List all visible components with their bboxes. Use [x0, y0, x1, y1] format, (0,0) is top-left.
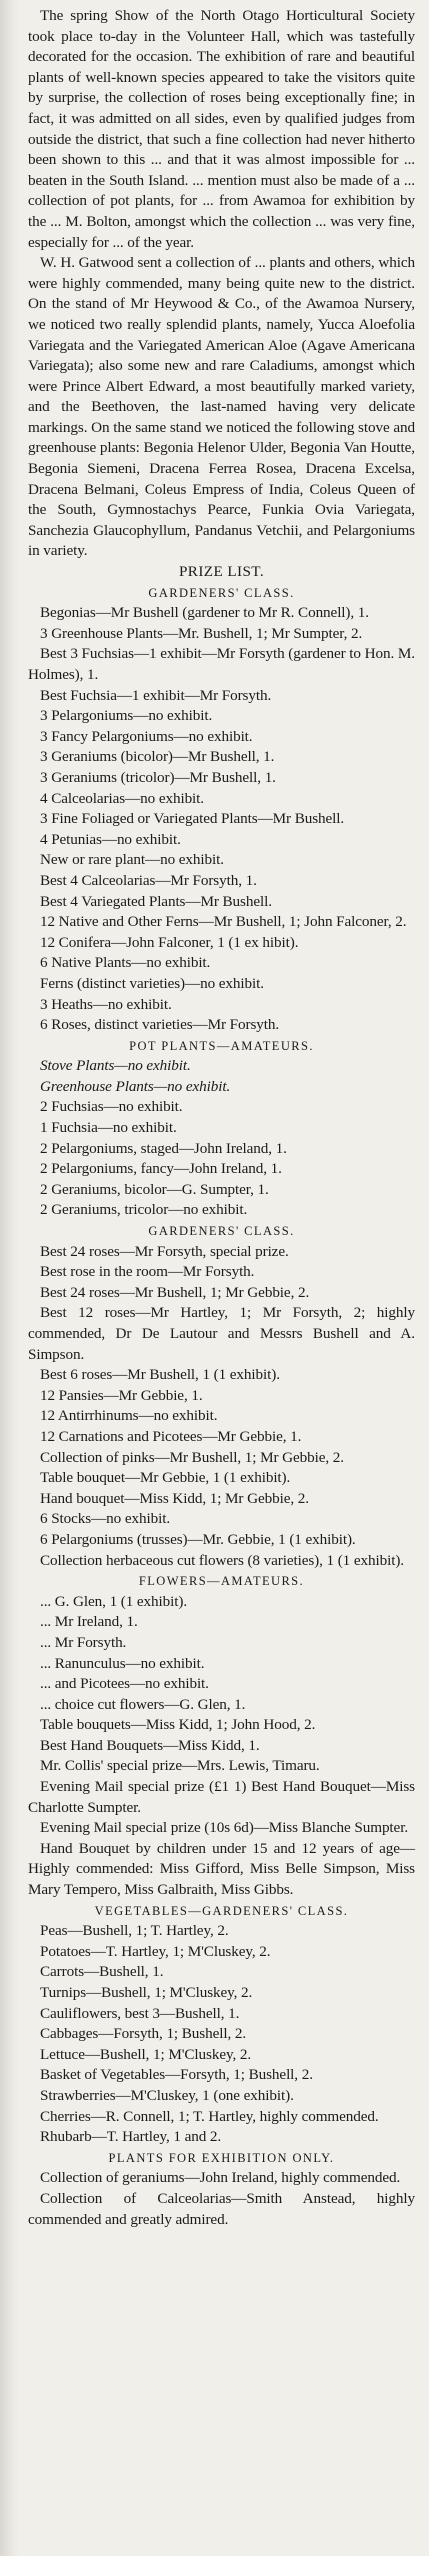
list-item: 2 Fuchsias—no exhibit.: [40, 1098, 183, 1116]
list-item: Cabbages—Forsyth, 1; Bushell, 2.: [40, 2025, 247, 2043]
vegetables-heading: VEGETABLES—GARDENERS' CLASS.: [94, 1903, 349, 1918]
list-item: New or rare plant—no exhibit.: [40, 851, 224, 869]
list-item: ... Mr Forsyth.: [40, 1633, 127, 1651]
list-item: 12 Pansies—Mr Gebbie, 1.: [40, 1386, 203, 1404]
list-item: 6 Pelargoniums (trusses)—Mr. Gebbie, 1 (1 exhibit).: [40, 1530, 356, 1548]
list-item: 12 Antirrhinums—no exhibit.: [40, 1407, 218, 1425]
list-item: Best Hand Bouquets—Miss Kidd, 1.: [40, 1736, 260, 1754]
list-item: Strawberries—M'Cluskey, 1 (one exhibit).: [40, 2086, 294, 2104]
list-item: 1 Fuchsia—no exhibit.: [40, 1119, 177, 1137]
list-item: 3 Pelargoniums—no exhibit.: [40, 707, 213, 725]
list-item: Best 4 Calceolarias—Mr Forsyth, 1.: [40, 871, 257, 889]
list-item: Cherries—R. Connell, 1; T. Hartley, highly commended.: [40, 2107, 379, 2125]
list-item: 6 Stocks—no exhibit.: [40, 1510, 171, 1528]
list-item: Best rose in the room—Mr Forsyth.: [40, 1263, 255, 1281]
list-item: 12 Conifera—John Falconer, 1 (1 ex hibit).: [40, 933, 299, 951]
list-item: ... choice cut flowers—G. Glen, 1.: [40, 1695, 246, 1713]
list-item: Begonias—Mr Bushell (gardener to Mr R. Connell), 1.: [40, 604, 369, 622]
list-item: Rhubarb—T. Hartley, 1 and 2.: [40, 2128, 222, 2146]
amateurs-entries: [28, 1056, 415, 1221]
list-item: Potatoes—T. Hartley, 1; M'Cluskey, 2.: [40, 1942, 271, 1960]
list-item: Evening Mail special prize (10s 6d)—Miss Blanche Sumpter.: [40, 1819, 409, 1837]
prize-list-heading: PRIZE LIST.: [178, 563, 265, 581]
list-item: Carrots—Bushell, 1.: [40, 1963, 164, 1981]
list-item: Evening Mail special prize (£1 1) Best Hand Bouquet—Miss Charlotte Sumpter.: [28, 1778, 415, 1816]
list-item: Hand Bouquet by children under 15 and 12 years of age—Highly commended: Miss Gifford, Miss Belle Simpson, Miss Mary Tempero, Miss Galbraith, Miss Gibbs.: [28, 1839, 415, 1899]
list-item: Best 3 Fuchsias—1 exhibit—Mr Forsyth (gardener to Hon. M. Holmes), 1.: [28, 645, 415, 683]
list-item: Cauliflowers, best 3—Bushell, 1.: [40, 2004, 240, 2022]
list-item: ... G. Glen, 1 (1 exhibit).: [40, 1592, 188, 1610]
gardeners-class-heading: GARDENERS' CLASS.: [148, 585, 295, 600]
list-item: ... and Picotees—no exhibit.: [40, 1675, 209, 1693]
list-item: Best Fuchsia—1 exhibit—Mr Forsyth.: [40, 686, 272, 704]
list-item: Lettuce—Bushell, 1; M'Cluskey, 2.: [40, 2045, 252, 2063]
list-item: Table bouquet—Mr Gebbie, 1 (1 exhibit).: [40, 1469, 291, 1487]
list-item: Ferns (distinct varieties)—no exhibit.: [40, 974, 264, 992]
list-item: Basket of Vegetables—Forsyth, 1; Bushell, 2.: [40, 2066, 313, 2084]
list-item: Best 6 roses—Mr Bushell, 1 (1 exhibit).: [40, 1366, 280, 1384]
gardeners-class-heading-2: GARDENERS' CLASS.: [148, 1224, 295, 1239]
list-item: Best 4 Variegated Plants—Mr Bushell.: [40, 892, 272, 910]
flowers-entries: [28, 1592, 415, 1901]
list-item: Mr. Collis' special prize—Mrs. Lewis, Timaru.: [40, 1757, 320, 1775]
gardeners-class-entries: [28, 1242, 415, 1572]
list-item: ... Ranunculus—no exhibit.: [40, 1654, 205, 1672]
list-item: Best 24 roses—Mr Bushell, 1; Mr Gebbie, 2.: [40, 1283, 310, 1301]
plants-for-exhibition-heading: PLANTS FOR EXHIBITION ONLY.: [108, 2150, 335, 2165]
list-item: Stove Plants—no exhibit.: [40, 1057, 191, 1075]
list-item: Best 24 roses—Mr Forsyth, special prize.: [40, 1242, 289, 1260]
list-item: 3 Geraniums (bicolor)—Mr Bushell, 1.: [40, 748, 275, 766]
list-item: Best 12 roses—Mr Hartley, 1; Mr Forsyth, 2; highly commended, Dr De Lautour and Messrs Bushell and A. Simpson.: [28, 1304, 415, 1363]
list-item: Collection herbaceous cut flowers (8 varieties), 1 (1 exhibit).: [40, 1551, 404, 1569]
list-item: Collection of pinks—Mr Bushell, 1; Mr Gebbie, 2.: [40, 1448, 344, 1466]
list-item: 2 Geraniums, bicolor—G. Sumpter, 1.: [40, 1180, 269, 1198]
list-item: 3 Fancy Pelargoniums—no exhibit.: [40, 727, 253, 745]
list-item: Collection of Calceolarias—Smith Anstead, highly commended and greatly admired.: [28, 2189, 415, 2228]
list-item: 2 Pelargoniums, fancy—John Ireland, 1.: [40, 1160, 282, 1178]
list-item: 6 Roses, distinct varieties—Mr Forsyth.: [40, 1016, 280, 1034]
list-item: 3 Geraniums (tricolor)—Mr Bushell, 1.: [40, 768, 276, 786]
intro-paragraph: The spring Show of the North Otago Horticultural Society took place to-day in the Volunteer Hall, which was tastefully decorated for the occasion. The exhibition of rare and beautiful plants of well-known species appeared to take the visitors quite by surprise, the collection of roses being exceptionally fine; in fact, it was admitted on all sides, even by qualified judges from outside the district, that such a fine collection had never hitherto been shown to this ... and that it was almost impossible for ... beaten in the South Island. ... mention must also be made of a ... collection of pot plants, for ... from Awamoa for exhibition by the ... M. Bolton, amongst which the collection ... was very fine, especially for ... of the year.: [28, 7, 415, 251]
list-item: 2 Pelargoniums, staged—John Ireland, 1.: [40, 1139, 287, 1157]
list-item: 3 Greenhouse Plants—Mr. Bushell, 1; Mr Sumpter, 2.: [40, 624, 363, 642]
vegetables-entries: [28, 1921, 415, 2148]
pot-plants-amateurs-heading: POT PLANTS—AMATEURS.: [129, 1038, 314, 1053]
list-item: 4 Calceolarias—no exhibit.: [40, 789, 204, 807]
list-item: Collection of geraniums—John Ireland, highly commended.: [40, 2169, 401, 2187]
list-item: 12 Carnations and Picotees—Mr Gebbie, 1.: [40, 1427, 302, 1445]
list-item: ... Mr Ireland, 1.: [40, 1613, 138, 1631]
list-item: 4 Petunias—no exhibit.: [40, 830, 181, 848]
list-item: 2 Geraniums, tricolor—no exhibit.: [40, 1201, 248, 1219]
list-item: 12 Native and Other Ferns—Mr Bushell, 1; John Falconer, 2.: [40, 913, 407, 931]
list-item: Hand bouquet—Miss Kidd, 1; Mr Gebbie, 2.: [40, 1489, 309, 1507]
list-item: Turnips—Bushell, 1; M'Cluskey, 2.: [40, 1984, 253, 2001]
list-item: Peas—Bushell, 1; T. Hartley, 2.: [40, 1922, 229, 1940]
flowers-amateurs-heading: FLOWERS—AMATEURS.: [138, 1574, 305, 1589]
list-item: Table bouquets—Miss Kidd, 1; John Hood, 2.: [40, 1716, 316, 1734]
list-item: 3 Fine Foliaged or Variegated Plants—Mr Bushell.: [40, 810, 345, 828]
list-item: 6 Native Plants—no exhibit.: [40, 954, 211, 972]
article-column: [28, 6, 415, 2230]
gardeners-entries: [28, 603, 415, 1035]
list-item: 3 Heaths—no exhibit.: [40, 995, 172, 1013]
exhibition-entries: [28, 2168, 415, 2230]
list-item: Greenhouse Plants—no exhibit.: [40, 1077, 231, 1095]
exhibitors-paragraph: W. H. Gatwood sent a collection of ... plants and others, which were highly commended, many being quite new to the district. On the stand of Mr Heywood & Co., of the Awamoa Nursery, we noticed two really splendid plants, namely, Yucca Aloefolia Variegata and the Variegated American Aloe (Agave Americana Variegata); also some new and rare Caladiums, amongst which were Prince Albert Edward, a most beautifully marked variety, and the Beethoven, the last-named having very delicate markings. On the same stand we noticed the following stove and greenhouse plants: Begonia Helenor Ulder, Begonia Van Houtte, Begonia Siemeni, Dracena Ferrea Rosea, Dracena Excelsa, Dracena Belmani, Coleus Empress of India, Coleus Queen of the South, Gymnostachys Pearce, Funkia Ovia Variegata, Sanchezia Glaucophyllum, Pandanus Vetchii, and Pelargoniums in variety.: [28, 254, 415, 560]
